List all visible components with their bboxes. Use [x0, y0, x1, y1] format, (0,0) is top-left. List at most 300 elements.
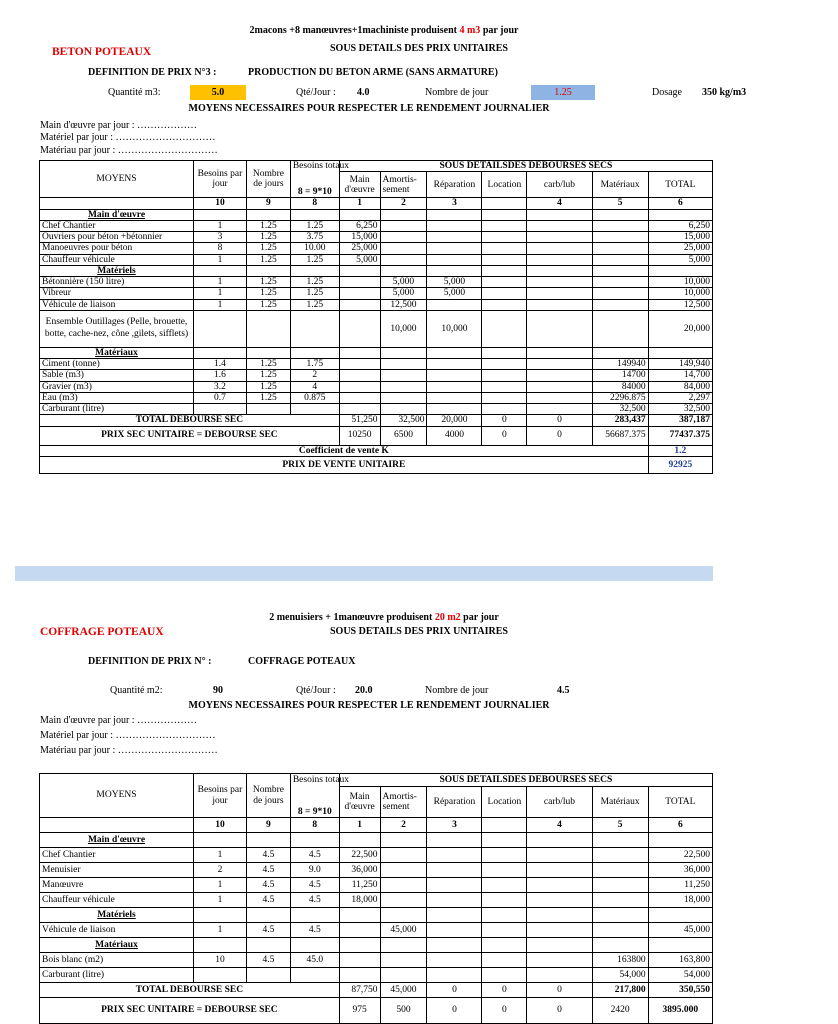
- row-materiaux: [592, 243, 648, 254]
- row-main-oeuvre: [339, 299, 380, 310]
- prix-vente-value: 92925: [648, 456, 712, 473]
- coffrage-qte-jour-value: 20.0: [355, 685, 373, 696]
- prix-sec-location: 0: [482, 426, 527, 445]
- coffrage-qte-jour-label: Qté/Jour :: [296, 685, 336, 696]
- row-label: Carburant (litre): [40, 404, 194, 415]
- prix-sec-materiaux: 56687.375: [592, 426, 648, 445]
- row-besoins-jour: 1: [193, 220, 246, 231]
- row-carb-lub: [527, 370, 592, 381]
- row-besoins-totaux: 4.5: [290, 848, 339, 863]
- row-besoins-totaux: 4: [290, 381, 339, 392]
- prix-sec-location: 0: [482, 998, 527, 1024]
- row-amortissement: 5,000: [380, 277, 427, 288]
- row-nombre-jours: 4.5: [246, 893, 290, 908]
- beton-subtitle: SOUS DETAILS DES PRIX UNITAIRES: [329, 43, 508, 54]
- category-materiels: Matériels: [40, 908, 194, 923]
- header-reparation: Réparation: [427, 172, 482, 198]
- row-main-oeuvre: [339, 404, 380, 415]
- header-location: Location: [482, 787, 527, 818]
- row-materiaux: [592, 277, 648, 288]
- prix-sec-row: [40, 426, 713, 445]
- row-location: [482, 370, 527, 381]
- row-nombre-jours: 1.25: [246, 359, 290, 370]
- category-main-oeuvre: Main d'œuvre: [40, 209, 194, 220]
- row-label: Chef Chantier: [40, 848, 194, 863]
- header-amortissement: Amortis-sement: [380, 787, 427, 818]
- row-besoins-totaux: 0.875: [290, 392, 339, 403]
- col-number: 10: [193, 198, 246, 209]
- row-besoins-jour: 3: [193, 232, 246, 243]
- row-nombre-jours: 1.25: [246, 370, 290, 381]
- total-debourse-label: TOTAL DEBOURSE SEC: [40, 983, 340, 998]
- row-reparation: [427, 254, 482, 265]
- row-besoins-totaux: 45.0: [290, 953, 339, 968]
- row-main-oeuvre: 5,000: [339, 254, 380, 265]
- row-besoins-totaux: [290, 404, 339, 415]
- table-row: [40, 392, 713, 403]
- coffrage-quantite-value: 90: [213, 685, 223, 696]
- row-label: Sable (m3): [40, 370, 194, 381]
- row-amortissement: 5,000: [380, 288, 427, 299]
- header-main-oeuvre: Main d'œuvre: [339, 787, 380, 818]
- header-formula: 8 = 9*10: [290, 172, 339, 198]
- row-besoins-jour: 1: [193, 878, 246, 893]
- table-row: [40, 243, 713, 254]
- row-main-oeuvre: [339, 923, 380, 938]
- row-main-oeuvre: 18,000: [339, 893, 380, 908]
- prix-sec-reparation: 0: [427, 998, 482, 1024]
- coffrage-subtitle: SOUS DETAILS DES PRIX UNITAIRES: [329, 626, 508, 637]
- row-amortissement: [380, 893, 427, 908]
- table-row: [40, 953, 713, 968]
- prix-sec-label: PRIX SEC UNITAIRE = DEBOURSE SEC: [40, 426, 340, 445]
- row-main-oeuvre: 25,000: [339, 243, 380, 254]
- row-location: [482, 359, 527, 370]
- prix-sec-mo: 975: [339, 998, 380, 1024]
- row-total: 14,700: [648, 370, 712, 381]
- header-besoins-jour: Besoins par jour: [193, 774, 246, 818]
- row-total: 22,500: [648, 848, 712, 863]
- row-nombre-jours: 4.5: [246, 953, 290, 968]
- row-location: [482, 953, 527, 968]
- row-amortissement: 12,500: [380, 299, 427, 310]
- row-amortissement: [380, 370, 427, 381]
- row-main-oeuvre: [339, 359, 380, 370]
- row-total: 84,000: [648, 381, 712, 392]
- row-besoins-totaux: 1.25: [290, 220, 339, 231]
- coffrage-section-title: COFFRAGE POTEAUX: [40, 626, 164, 638]
- row-location: [482, 220, 527, 231]
- total-general: 350,550: [648, 983, 712, 998]
- category-main-oeuvre: Main d'œuvre: [40, 833, 194, 848]
- header-reparation: Réparation: [427, 787, 482, 818]
- row-label: Véhicule de liaison: [40, 299, 194, 310]
- total-mo: 87,750: [339, 983, 380, 998]
- row-location: [482, 878, 527, 893]
- col-number: 5: [592, 198, 648, 209]
- col-number: 5: [592, 818, 648, 833]
- coffrage-nombre-jour-label: Nombre de jour: [425, 685, 489, 696]
- row-reparation: [427, 220, 482, 231]
- coffrage-nombre-jour-value: 4.5: [557, 685, 570, 696]
- row-besoins-totaux: 1.25: [290, 277, 339, 288]
- row-label: Chauffeur véhicule: [40, 254, 194, 265]
- row-reparation: [427, 243, 482, 254]
- row-nombre-jours: 4.5: [246, 878, 290, 893]
- coffrage-definition-label: DEFINITION DE PRIX N° :: [88, 656, 212, 667]
- row-amortissement: [380, 243, 427, 254]
- row-main-oeuvre: [339, 968, 380, 983]
- table-row: [40, 370, 713, 381]
- row-reparation: [427, 404, 482, 415]
- row-total: 10,000: [648, 288, 712, 299]
- row-carb-lub: [527, 381, 592, 392]
- total-amortissement: 32,500: [380, 415, 427, 426]
- row-carb-lub: [527, 254, 592, 265]
- table-row: [40, 359, 713, 370]
- col-number: 1: [339, 198, 380, 209]
- row-materiaux: 84000: [592, 381, 648, 392]
- row-total: 5,000: [648, 254, 712, 265]
- row-carb-lub: [527, 359, 592, 370]
- row-main-oeuvre: [339, 277, 380, 288]
- row-reparation: [427, 848, 482, 863]
- header-besoins-totaux: Besoins totaux: [290, 161, 339, 172]
- row-amortissement: [380, 232, 427, 243]
- table-row: [40, 232, 713, 243]
- row-location: [482, 923, 527, 938]
- row-besoins-jour: 1.4: [193, 359, 246, 370]
- coffrage-definition-value: COFFRAGE POTEAUX: [248, 656, 356, 667]
- row-carb-lub: [527, 968, 592, 983]
- col-number: 9: [246, 198, 290, 209]
- row-carb-lub: [527, 953, 592, 968]
- row-location: [482, 277, 527, 288]
- total-carb: 0: [527, 983, 592, 998]
- coffrage-quantite-label: Quantité m2:: [110, 685, 163, 696]
- row-reparation: [427, 392, 482, 403]
- row-nombre-jours: 4.5: [246, 863, 290, 878]
- prix-sec-mo: 10250: [339, 426, 380, 445]
- row-besoins-jour: 10: [193, 953, 246, 968]
- table-row: [40, 254, 713, 265]
- row-label: Gravier (m3): [40, 381, 194, 392]
- row-total: 10,000: [648, 277, 712, 288]
- row-label: Ouvriers pour béton +bétonnier: [40, 232, 194, 243]
- beton-matl-rows: [40, 359, 713, 415]
- prix-sec-carb: 0: [527, 426, 592, 445]
- beton-matl-line: Matériau par jour : …………………………: [40, 145, 218, 156]
- ensemble-outillages-label: Ensemble Outillages (Pelle, brouette, botte, cache-nez, cône ,gilets, sifflets): [40, 310, 194, 347]
- header-nombre-jours: Nombre de jours: [246, 774, 290, 818]
- row-reparation: [427, 893, 482, 908]
- row-amortissement: [380, 359, 427, 370]
- row-carb-lub: [527, 299, 592, 310]
- total-reparation: 0: [427, 983, 482, 998]
- row-carb-lub: [527, 923, 592, 938]
- table-row: [40, 848, 713, 863]
- beton-moyens-title: MOYENS NECESSAIRES POUR RESPECTER LE RENDEMENT JOURNALIER: [188, 103, 550, 114]
- row-label: Eau (m3): [40, 392, 194, 403]
- total-debourse-row: [40, 983, 713, 998]
- col-number: 3: [427, 818, 482, 833]
- row-nombre-jours: 1.25: [246, 220, 290, 231]
- col-number: 3: [427, 198, 482, 209]
- row-carb-lub: [527, 848, 592, 863]
- col-number: 8: [290, 818, 339, 833]
- coffrage-mo-rows: [40, 848, 713, 908]
- row-nombre-jours: 1.25: [246, 288, 290, 299]
- row-main-oeuvre: [339, 288, 380, 299]
- row-carb-lub: [527, 878, 592, 893]
- coffrage-table: [39, 773, 713, 1024]
- row-nombre-jours: 1.25: [246, 243, 290, 254]
- header-main-oeuvre: Main d'œuvre: [339, 172, 380, 198]
- row-main-oeuvre: 6,250: [339, 220, 380, 231]
- row-location: [482, 381, 527, 392]
- row-materiaux: 32,500: [592, 404, 648, 415]
- total-location: 0: [482, 415, 527, 426]
- col-number: 6: [648, 198, 712, 209]
- col-number: 6: [648, 818, 712, 833]
- row-location: [482, 893, 527, 908]
- total-materiaux: 217,800: [592, 983, 648, 998]
- row-total: 25,000: [648, 243, 712, 254]
- beton-nombre-jour-label: Nombre de jour: [425, 87, 489, 98]
- header-nombre-jours: Nombre de jours: [246, 161, 290, 198]
- row-nombre-jours: [246, 404, 290, 415]
- row-label: Vibreur: [40, 288, 194, 299]
- row-reparation: 5,000: [427, 277, 482, 288]
- row-besoins-totaux: 3.75: [290, 232, 339, 243]
- category-materiaux: Matériaux: [40, 938, 194, 953]
- col-number: 4: [527, 818, 592, 833]
- row-location: [482, 288, 527, 299]
- row-amortissement: [380, 953, 427, 968]
- header-location: Location: [482, 172, 527, 198]
- row-materiaux: 163800: [592, 953, 648, 968]
- table-row: [40, 288, 713, 299]
- header-amortissement: Amortis-sement: [380, 172, 427, 198]
- beton-dosage-value: 350 kg/m3: [702, 87, 747, 98]
- header-formula: 8 = 9*10: [290, 787, 339, 818]
- row-reparation: [427, 968, 482, 983]
- row-location: [482, 848, 527, 863]
- coffrage-mat-rows: [40, 923, 713, 938]
- coffrage-matl-line: Matériau par jour : …………………………: [40, 745, 218, 756]
- header-sous-details: SOUS DETAILSDES DEBOURSES SECS: [339, 161, 712, 172]
- row-amortissement: [380, 392, 427, 403]
- header-materiaux: Matériaux: [592, 172, 648, 198]
- empty-cell: [40, 198, 194, 209]
- beton-definition-label: DEFINITION DE PRIX N°3 :: [88, 67, 217, 78]
- prix-sec-materiaux: 2420: [592, 998, 648, 1024]
- header-materiaux: Matériaux: [592, 787, 648, 818]
- row-amortissement: [380, 968, 427, 983]
- col-number: 9: [246, 818, 290, 833]
- row-amortissement: [380, 220, 427, 231]
- coffrage-matl-rows: [40, 953, 713, 983]
- row-besoins-jour: 1: [193, 288, 246, 299]
- row-amortissement: [380, 848, 427, 863]
- beton-qte-jour-label: Qté/Jour :: [296, 87, 336, 98]
- header-total: TOTAL: [648, 787, 712, 818]
- row-total: 15,000: [648, 232, 712, 243]
- row-total: 36,000: [648, 863, 712, 878]
- table-row: [40, 878, 713, 893]
- coffrage-mo-line: Main d'œuvre par jour : ………………: [40, 715, 198, 726]
- row-amortissement: [380, 878, 427, 893]
- row-label: Chef Chantier: [40, 220, 194, 231]
- ensemble-total: 20,000: [648, 310, 712, 347]
- beton-mat-rows: [40, 277, 713, 311]
- row-label: Chauffeur véhicule: [40, 893, 194, 908]
- row-amortissement: [380, 254, 427, 265]
- row-besoins-jour: 1: [193, 848, 246, 863]
- row-amortissement: 45,000: [380, 923, 427, 938]
- row-nombre-jours: 1.25: [246, 392, 290, 403]
- row-main-oeuvre: [339, 370, 380, 381]
- row-materiaux: [592, 878, 648, 893]
- row-carb-lub: [527, 232, 592, 243]
- total-mo: 51,250: [339, 415, 380, 426]
- beton-mat-line: Matériel par jour : …………………………: [40, 132, 216, 143]
- row-besoins-jour: [193, 404, 246, 415]
- row-materiaux: [592, 923, 648, 938]
- beton-table: [39, 160, 713, 474]
- row-materiaux: 2296.875: [592, 392, 648, 403]
- row-total: 163,800: [648, 953, 712, 968]
- header-besoins-totaux: Besoins totaux: [290, 774, 339, 787]
- row-carb-lub: [527, 243, 592, 254]
- col-number: 1: [339, 818, 380, 833]
- row-besoins-totaux: 4.5: [290, 878, 339, 893]
- row-materiaux: 14700: [592, 370, 648, 381]
- row-total: 149,940: [648, 359, 712, 370]
- row-reparation: [427, 359, 482, 370]
- row-besoins-jour: 1.6: [193, 370, 246, 381]
- row-nombre-jours: 4.5: [246, 923, 290, 938]
- row-besoins-jour: [193, 968, 246, 983]
- coefficient-value: 1.2: [648, 445, 712, 456]
- col-number: 2: [380, 198, 427, 209]
- col-number: 4: [527, 198, 592, 209]
- header-moyens: MOYENS: [40, 161, 194, 198]
- row-amortissement: [380, 381, 427, 392]
- row-nombre-jours: 1.25: [246, 381, 290, 392]
- row-main-oeuvre: [339, 953, 380, 968]
- row-label: Carburant (litre): [40, 968, 194, 983]
- row-besoins-totaux: [290, 968, 339, 983]
- beton-definition-value: PRODUCTION DU BETON ARME (SANS ARMATURE): [248, 67, 498, 78]
- row-reparation: [427, 878, 482, 893]
- row-materiaux: 149940: [592, 359, 648, 370]
- row-carb-lub: [527, 220, 592, 231]
- row-besoins-jour: 3.2: [193, 381, 246, 392]
- row-label: Bois blanc (m2): [40, 953, 194, 968]
- header-moyens: MOYENS: [40, 774, 194, 818]
- row-main-oeuvre: 15,000: [339, 232, 380, 243]
- beton-quantite-value: 5.0: [190, 85, 246, 100]
- coffrage-mat-line: Matériel par jour : …………………………: [40, 730, 216, 741]
- row-nombre-jours: 1.25: [246, 232, 290, 243]
- row-location: [482, 254, 527, 265]
- beton-nombre-jour-value: 1.25: [531, 85, 595, 100]
- row-besoins-totaux: 1.25: [290, 299, 339, 310]
- total-reparation: 20,000: [427, 415, 482, 426]
- row-besoins-totaux: 2: [290, 370, 339, 381]
- row-carb-lub: [527, 277, 592, 288]
- row-label: Bétonnière (150 litre): [40, 277, 194, 288]
- row-materiaux: [592, 299, 648, 310]
- ensemble-reparation: 10,000: [427, 310, 482, 347]
- row-besoins-totaux: 4.5: [290, 893, 339, 908]
- prix-sec-carb: 0: [527, 998, 592, 1024]
- row-label: Manoeuvres pour béton: [40, 243, 194, 254]
- beton-mo-line: Main d'œuvre par jour : ………………: [40, 120, 198, 131]
- row-total: 54,000: [648, 968, 712, 983]
- row-reparation: [427, 232, 482, 243]
- prix-sec-label: PRIX SEC UNITAIRE = DEBOURSE SEC: [40, 998, 340, 1024]
- row-location: [482, 968, 527, 983]
- table-row: [40, 299, 713, 310]
- row-besoins-jour: 1: [193, 893, 246, 908]
- row-main-oeuvre: [339, 392, 380, 403]
- total-carb: 0: [527, 415, 592, 426]
- row-besoins-jour: 1: [193, 923, 246, 938]
- coefficient-label: Coefficient de vente K: [40, 445, 649, 456]
- row-label: Véhicule de liaison: [40, 923, 194, 938]
- total-debourse-label: TOTAL DEBOURSE SEC: [40, 415, 340, 426]
- row-label: Ciment (tonne): [40, 359, 194, 370]
- row-main-oeuvre: [339, 381, 380, 392]
- row-total: 32,500: [648, 404, 712, 415]
- row-total: 6,250: [648, 220, 712, 231]
- row-materiaux: [592, 220, 648, 231]
- row-total: 18,000: [648, 893, 712, 908]
- row-besoins-totaux: 1.25: [290, 288, 339, 299]
- empty-cell: [482, 818, 527, 833]
- prix-sec-amortissement: 500: [380, 998, 427, 1024]
- row-besoins-jour: 8: [193, 243, 246, 254]
- row-amortissement: [380, 404, 427, 415]
- row-reparation: [427, 370, 482, 381]
- row-reparation: [427, 381, 482, 392]
- table-row: [40, 923, 713, 938]
- row-besoins-jour: 1: [193, 254, 246, 265]
- row-carb-lub: [527, 404, 592, 415]
- row-label: Manœuvre: [40, 878, 194, 893]
- row-materiaux: [592, 863, 648, 878]
- table-row: [40, 277, 713, 288]
- beton-mo-rows: [40, 220, 713, 265]
- row-carb-lub: [527, 893, 592, 908]
- row-nombre-jours: 4.5: [246, 848, 290, 863]
- row-total: 45,000: [648, 923, 712, 938]
- header-carb-lub: carb/lub: [527, 787, 592, 818]
- row-materiaux: [592, 893, 648, 908]
- row-nombre-jours: 1.25: [246, 254, 290, 265]
- prix-sec-total: 3895.000: [648, 998, 712, 1024]
- row-location: [482, 243, 527, 254]
- row-reparation: [427, 863, 482, 878]
- row-reparation: 5,000: [427, 288, 482, 299]
- row-amortissement: [380, 863, 427, 878]
- row-reparation: [427, 923, 482, 938]
- row-materiaux: [592, 232, 648, 243]
- coffrage-production-line: 2 menuisiers + 1manœuvre produisent 20 m2 par jour: [269, 612, 499, 623]
- total-amortissement: 45,000: [380, 983, 427, 998]
